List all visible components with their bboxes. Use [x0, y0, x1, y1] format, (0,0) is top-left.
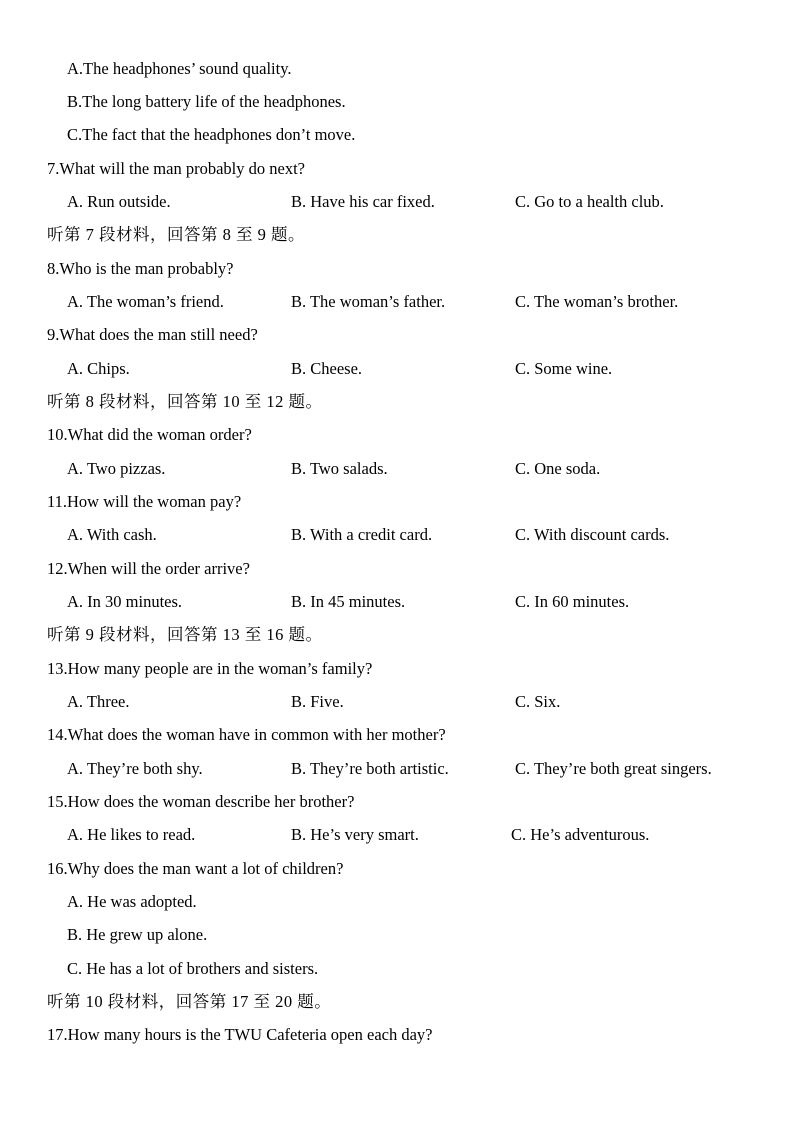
option-a: A. Chips. [67, 359, 130, 378]
option-a: A. He was adopted. [67, 892, 197, 911]
section-instruction: 听第 9 段材料，回答第 13 至 16 题。 [47, 625, 323, 644]
option-c: C. The woman’s brother. [515, 292, 679, 311]
option-b: B. He’s very smart. [291, 825, 419, 844]
question-stem: 14.What does the woman have in common with her mother? [47, 725, 446, 744]
options-row [0, 457, 794, 481]
options-row [0, 357, 794, 381]
section-instruction: 听第 7 段材料，回答第 8 至 9 题。 [47, 225, 305, 244]
option-a: A. Two pizzas. [67, 459, 166, 478]
option-a: A. With cash. [67, 525, 157, 544]
carryover-option-a [0, 57, 794, 81]
option-a: A. He likes to read. [67, 825, 196, 844]
carryover-option-b [0, 90, 794, 114]
option-c: C. Six. [515, 692, 561, 711]
option-c: C. One soda. [515, 459, 601, 478]
option-c-row [0, 957, 794, 981]
option-b: B. Two salads. [291, 459, 388, 478]
question-stem: 13.How many people are in the woman’s family? [47, 659, 373, 678]
option-a: A. Run outside. [67, 192, 171, 211]
options-row [0, 190, 794, 214]
option-a: A. In 30 minutes. [67, 592, 183, 611]
option-c: C. He’s adventurous. [511, 825, 650, 844]
option-text: B.The long battery life of the headphones. [67, 92, 346, 111]
option-a-row [0, 890, 794, 914]
option-b: B. They’re both artistic. [291, 759, 449, 778]
question-stem: 17.How many hours is the TWU Cafeteria open each day? [47, 1025, 433, 1044]
option-c: C. They’re both great singers. [515, 759, 712, 778]
section-instruction: 听第 10 段材料，回答第 17 至 20 题。 [47, 992, 332, 1011]
option-a: A. They’re both shy. [67, 759, 203, 778]
option-c: C. Some wine. [515, 359, 613, 378]
question-stem: 12.When will the order arrive? [47, 559, 250, 578]
option-c: C. In 60 minutes. [515, 592, 630, 611]
options-row [0, 823, 794, 847]
option-c: C. Go to a health club. [515, 192, 664, 211]
question-stem: 10.What did the woman order? [47, 425, 252, 444]
section-instruction: 听第 8 段材料，回答第 10 至 12 题。 [47, 392, 323, 411]
option-b-row [0, 923, 794, 947]
question-stem: 11.How will the woman pay? [47, 492, 242, 511]
options-row [0, 690, 794, 714]
question-stem: 16.Why does the man want a lot of children? [47, 859, 344, 878]
options-row [0, 590, 794, 614]
question-stem: 15.How does the woman describe her brother? [47, 792, 355, 811]
option-b: B. The woman’s father. [291, 292, 446, 311]
option-b: B. In 45 minutes. [291, 592, 406, 611]
option-b: B. Have his car fixed. [291, 192, 435, 211]
options-row [0, 523, 794, 547]
option-text: C.The fact that the headphones don’t move. [67, 125, 356, 144]
option-text: A.The headphones’ sound quality. [67, 59, 292, 78]
option-b: B. Five. [291, 692, 344, 711]
question-stem: 7.What will the man probably do next? [47, 159, 305, 178]
option-b: B. Cheese. [291, 359, 363, 378]
question-stem: 9.What does the man still need? [47, 325, 258, 344]
options-row [0, 757, 794, 781]
question-stem: 8.Who is the man probably? [47, 259, 234, 278]
option-b: B. With a credit card. [291, 525, 433, 544]
option-b: B. He grew up alone. [67, 925, 208, 944]
option-a: A. The woman’s friend. [67, 292, 224, 311]
carryover-option-c [0, 123, 794, 147]
option-c: C. With discount cards. [515, 525, 670, 544]
option-c: C. He has a lot of brothers and sisters. [67, 959, 319, 978]
options-row [0, 290, 794, 314]
option-a: A. Three. [67, 692, 130, 711]
